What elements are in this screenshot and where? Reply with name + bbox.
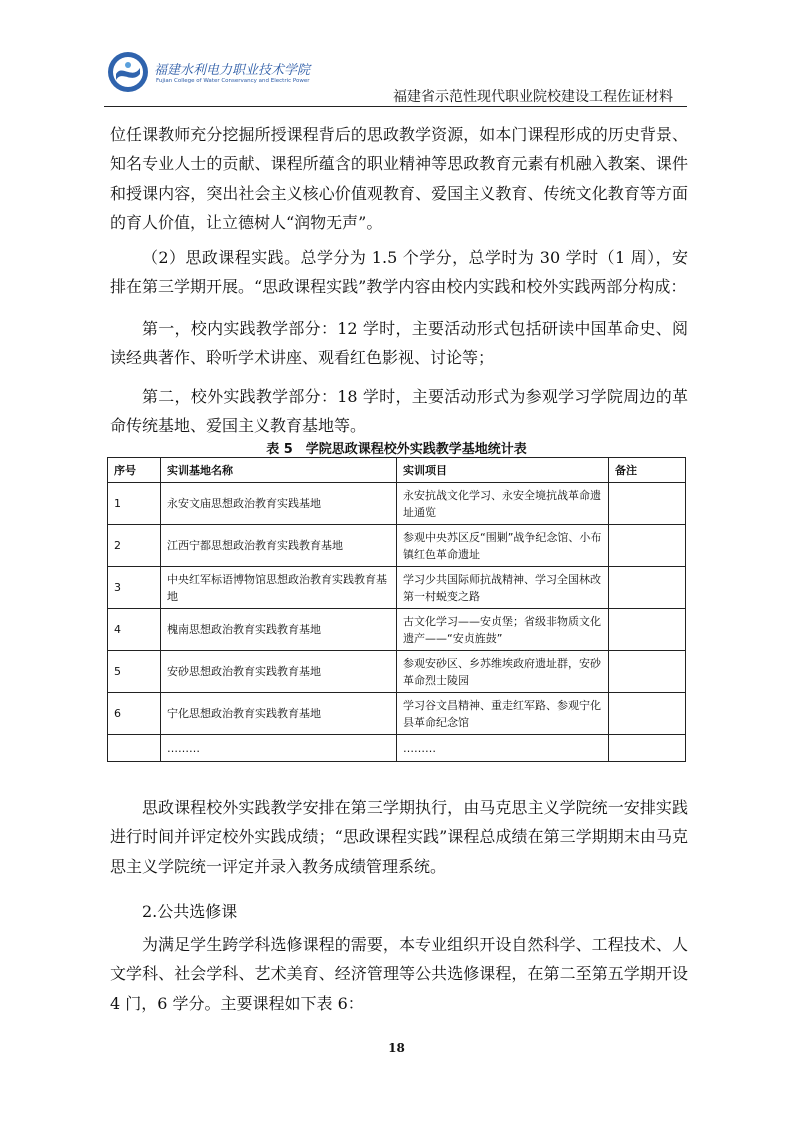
cell-remarks: [609, 567, 686, 609]
cell-base-name: 安砂思想政治教育实践教育基地: [161, 651, 397, 693]
table-row: [108, 693, 686, 735]
cell-project: 参观中央苏区反“围剿”战争纪念馆、小布镇红色革命遗址: [397, 525, 609, 567]
cell-base-name: 中央红军标语博物馆思想政治教育实践教育基地: [161, 567, 397, 609]
table-row: [108, 567, 686, 609]
cell-base-name: 宁化思想政治教育实践教育基地: [161, 693, 397, 735]
college-emblem-icon: [106, 50, 150, 94]
cell-base-name: ………: [161, 735, 397, 762]
document-header-title: 福建省示范性现代职业院校建设工程佐证材料: [393, 89, 673, 105]
table-row: [108, 735, 686, 762]
cell-remarks: [609, 525, 686, 567]
paragraph-2: （2）思政课程实践。总学分为 1.5 个学分，总学时为 30 学时（1 周），安排在第三学期开展。“思政课程实践”教学内容由校内实践和校外实践两部分构成：: [110, 248, 688, 297]
cell-remarks: [609, 609, 686, 651]
header-index: 序号: [108, 458, 161, 483]
logo-english-text: Fujian College of Water Conservancy and Electric Power: [156, 78, 310, 84]
cell-remarks: [609, 693, 686, 735]
header-base-name: 实训基地名称: [161, 458, 397, 483]
paragraph-3: 第一，校内实践教学部分：12 学时，主要活动形式包括研读中国革命史、阅读经典著作、聆听学术讲座、观看红色影视、讨论等；: [110, 319, 688, 368]
cell-project: 永安抗战文化学习、永安全境抗战革命遗址通览: [397, 483, 609, 525]
cell-index: 6: [108, 693, 161, 735]
cell-remarks: [609, 651, 686, 693]
cell-remarks: [609, 735, 686, 762]
cell-base-name: 槐南思想政治教育实践教育基地: [161, 609, 397, 651]
header-divider: [104, 106, 687, 107]
paragraph-7: 为满足学生跨学科选修课程的需要，本专业组织开设自然科学、工程技术、人文学科、社会学科、艺术美育、经济管理等公共选修课程，在第二至第五学期开设 4 门，6 学分。主要课程如下表 6：: [110, 935, 688, 1013]
cell-project: 学习少共国际师抗战精神、学习全国林改第一村蜕变之路: [397, 567, 609, 609]
cell-index: 1: [108, 483, 161, 525]
cell-index: 5: [108, 651, 161, 693]
table-row: [108, 651, 686, 693]
college-logo: [106, 50, 311, 96]
table-caption: 表 5 学院思政课程校外实践教学基地统计表: [266, 442, 527, 457]
cell-index: 2: [108, 525, 161, 567]
table-row: [108, 609, 686, 651]
logo-text: 福建水利电力职业技术学院: [154, 63, 311, 78]
cell-index: 3: [108, 567, 161, 609]
cell-base-name: 江西宁都思想政治教育实践教育基地: [161, 525, 397, 567]
cell-index: 4: [108, 609, 161, 651]
header-project: 实训项目: [397, 458, 609, 483]
header-remarks: 备注: [609, 458, 686, 483]
cell-project: 古文化学习——安贞堡；省级非物质文化遗产——“安贞旌鼓”: [397, 609, 609, 651]
page-number: 18: [388, 1041, 405, 1055]
cell-project: 学习谷文昌精神、重走红军路、参观宁化县革命纪念馆: [397, 693, 609, 735]
table-row: [108, 483, 686, 525]
paragraph-5: 思政课程校外实践教学安排在第三学期执行，由马克思主义学院统一安排实践进行时间并评定校外实践成绩；“思政课程实践”课程总成绩在第三学期期末由马克思主义学院统一评定并录入教务成绩管理系统。: [110, 798, 688, 876]
practice-base-table: [107, 457, 686, 762]
cell-project: ………: [397, 735, 609, 762]
table-row: [108, 525, 686, 567]
cell-remarks: [609, 483, 686, 525]
section-heading: 2.公共选修课: [142, 902, 238, 921]
paragraph-4: 第二，校外实践教学部分：18 学时，主要活动形式为参观学习学院周边的革命传统基地、爱国主义教育基地等。: [110, 387, 688, 436]
table-header-row: [108, 458, 686, 483]
cell-index: [108, 735, 161, 762]
cell-base-name: 永安文庙思想政治教育实践基地: [161, 483, 397, 525]
cell-project: 参观安砂区、乡苏维埃政府遗址群，安砂革命烈士陵园: [397, 651, 609, 693]
paragraph-1: 位任课教师充分挖掘所授课程背后的思政教学资源，如本门课程形成的历史背景、知名专业人士的贡献、课程所蕴含的职业精神等思政教育元素有机融入教案、课件和授课内容，突出社会主义核心价值观教育、爱国主义教育、传统文化教育等方面的育人价值，让立德树人“润物无声”。: [110, 125, 688, 232]
